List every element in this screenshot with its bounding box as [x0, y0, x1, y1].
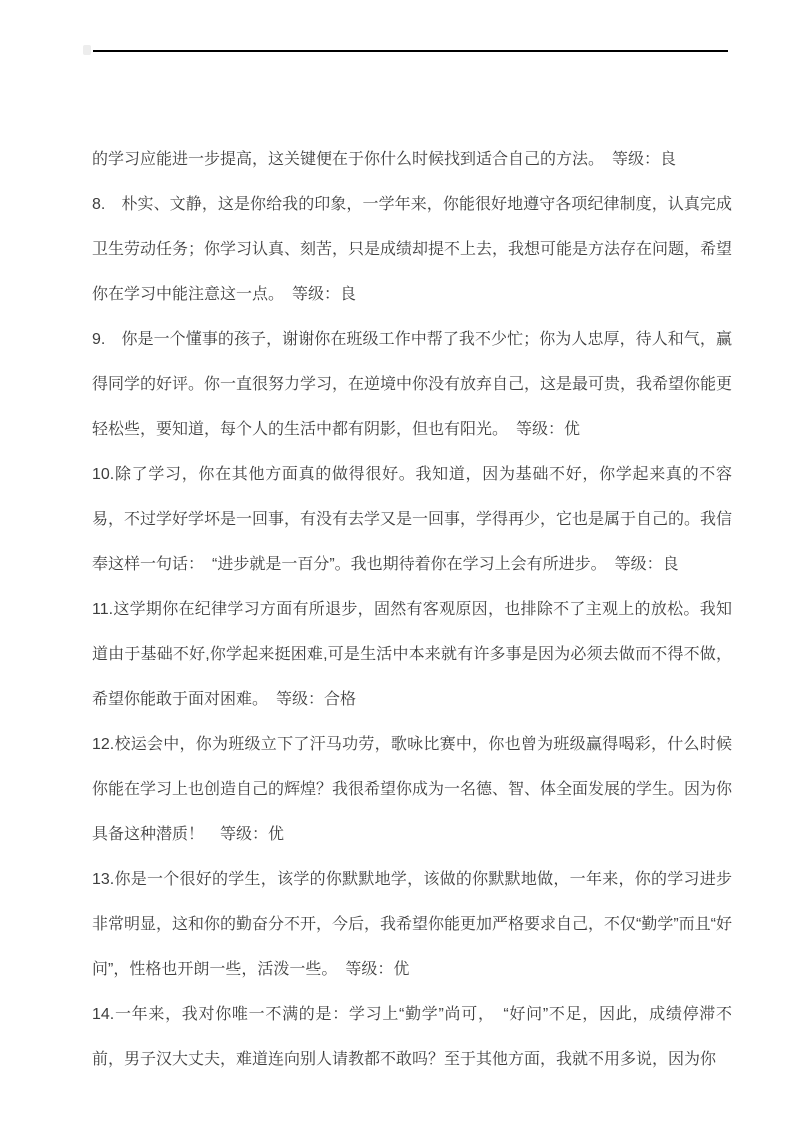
- header-artifact: [83, 45, 91, 55]
- paragraph: 12.校运会中，你为班级立下了汗马功劳，歌咏比赛中，你也曾为班级赢得喝彩，什么时候你能在学习上也创造自己的辉煌？我很希望你成为一名德、智、体全面发展的学生。因为你具备这种潜质！ 等级：优: [92, 736, 733, 843]
- paragraph: 14.一年来，我对你唯一不满的是：学习上“勤学”尚可， “好问”不足，因此，成绩停滞不前，男子汉大丈夫，难道连向别人请教都不敢吗？至于其他方面，我就不用多说，因为你: [92, 1006, 732, 1068]
- paragraph: 10.除了学习，你在其他方面真的做得很好。我知道，因为基础不好，你学起来真的不容易，不过学好学坏是一回事，有没有去学又是一回事，学得再少，它也是属于自己的。我信奉这样一句话： “进步就是一百分”。我也期待着你在学习上会有所进步。 等级：良: [92, 466, 733, 573]
- header-rule: [93, 50, 728, 52]
- paragraph: 11.这学期你在纪律学习方面有所退步，固然有客观原因，也排除不了主观上的放松。我知道由于基础不好,你学起来挺困难,可是生活中本来就有许多事是因为必须去做而不得不做，希望你能敢于面对困难。 等级：合格: [92, 601, 732, 708]
- paragraph: 9. 你是一个懂事的孩子，谢谢你在班级工作中帮了我不少忙；你为人忠厚，待人和气，赢得同学的好评。你一直很努力学习，在逆境中你没有放弃自己，这是最可贵，我希望你能更轻松些，要知道，每个人的生活中都有阴影，但也有阳光。 等级：优: [92, 331, 733, 438]
- paragraph: 13.你是一个很好的学生，该学的你默默地学，该做的你默默地做，一年来，你的学习进步非常明显，这和你的勤奋分不开，今后，我希望你能更加严格要求自己，不仅“勤学”而且“好问”，性格也开朗一些，活泼一些。 等级：优: [92, 871, 732, 978]
- paragraph: 8. 朴实、文静，这是你给我的印象，一学年来，你能很好地遵守各项纪律制度，认真完成卫生劳动任务；你学习认真、刻苦，只是成绩却提不上去，我想可能是方法存在问题，希望你在学习中能注意这一点。 等级：良: [92, 196, 733, 303]
- paragraph: 的学习应能进一步提高，这关键便在于你什么时候找到适合自己的方法。 等级：良: [92, 151, 677, 168]
- document-body: [92, 137, 732, 1082]
